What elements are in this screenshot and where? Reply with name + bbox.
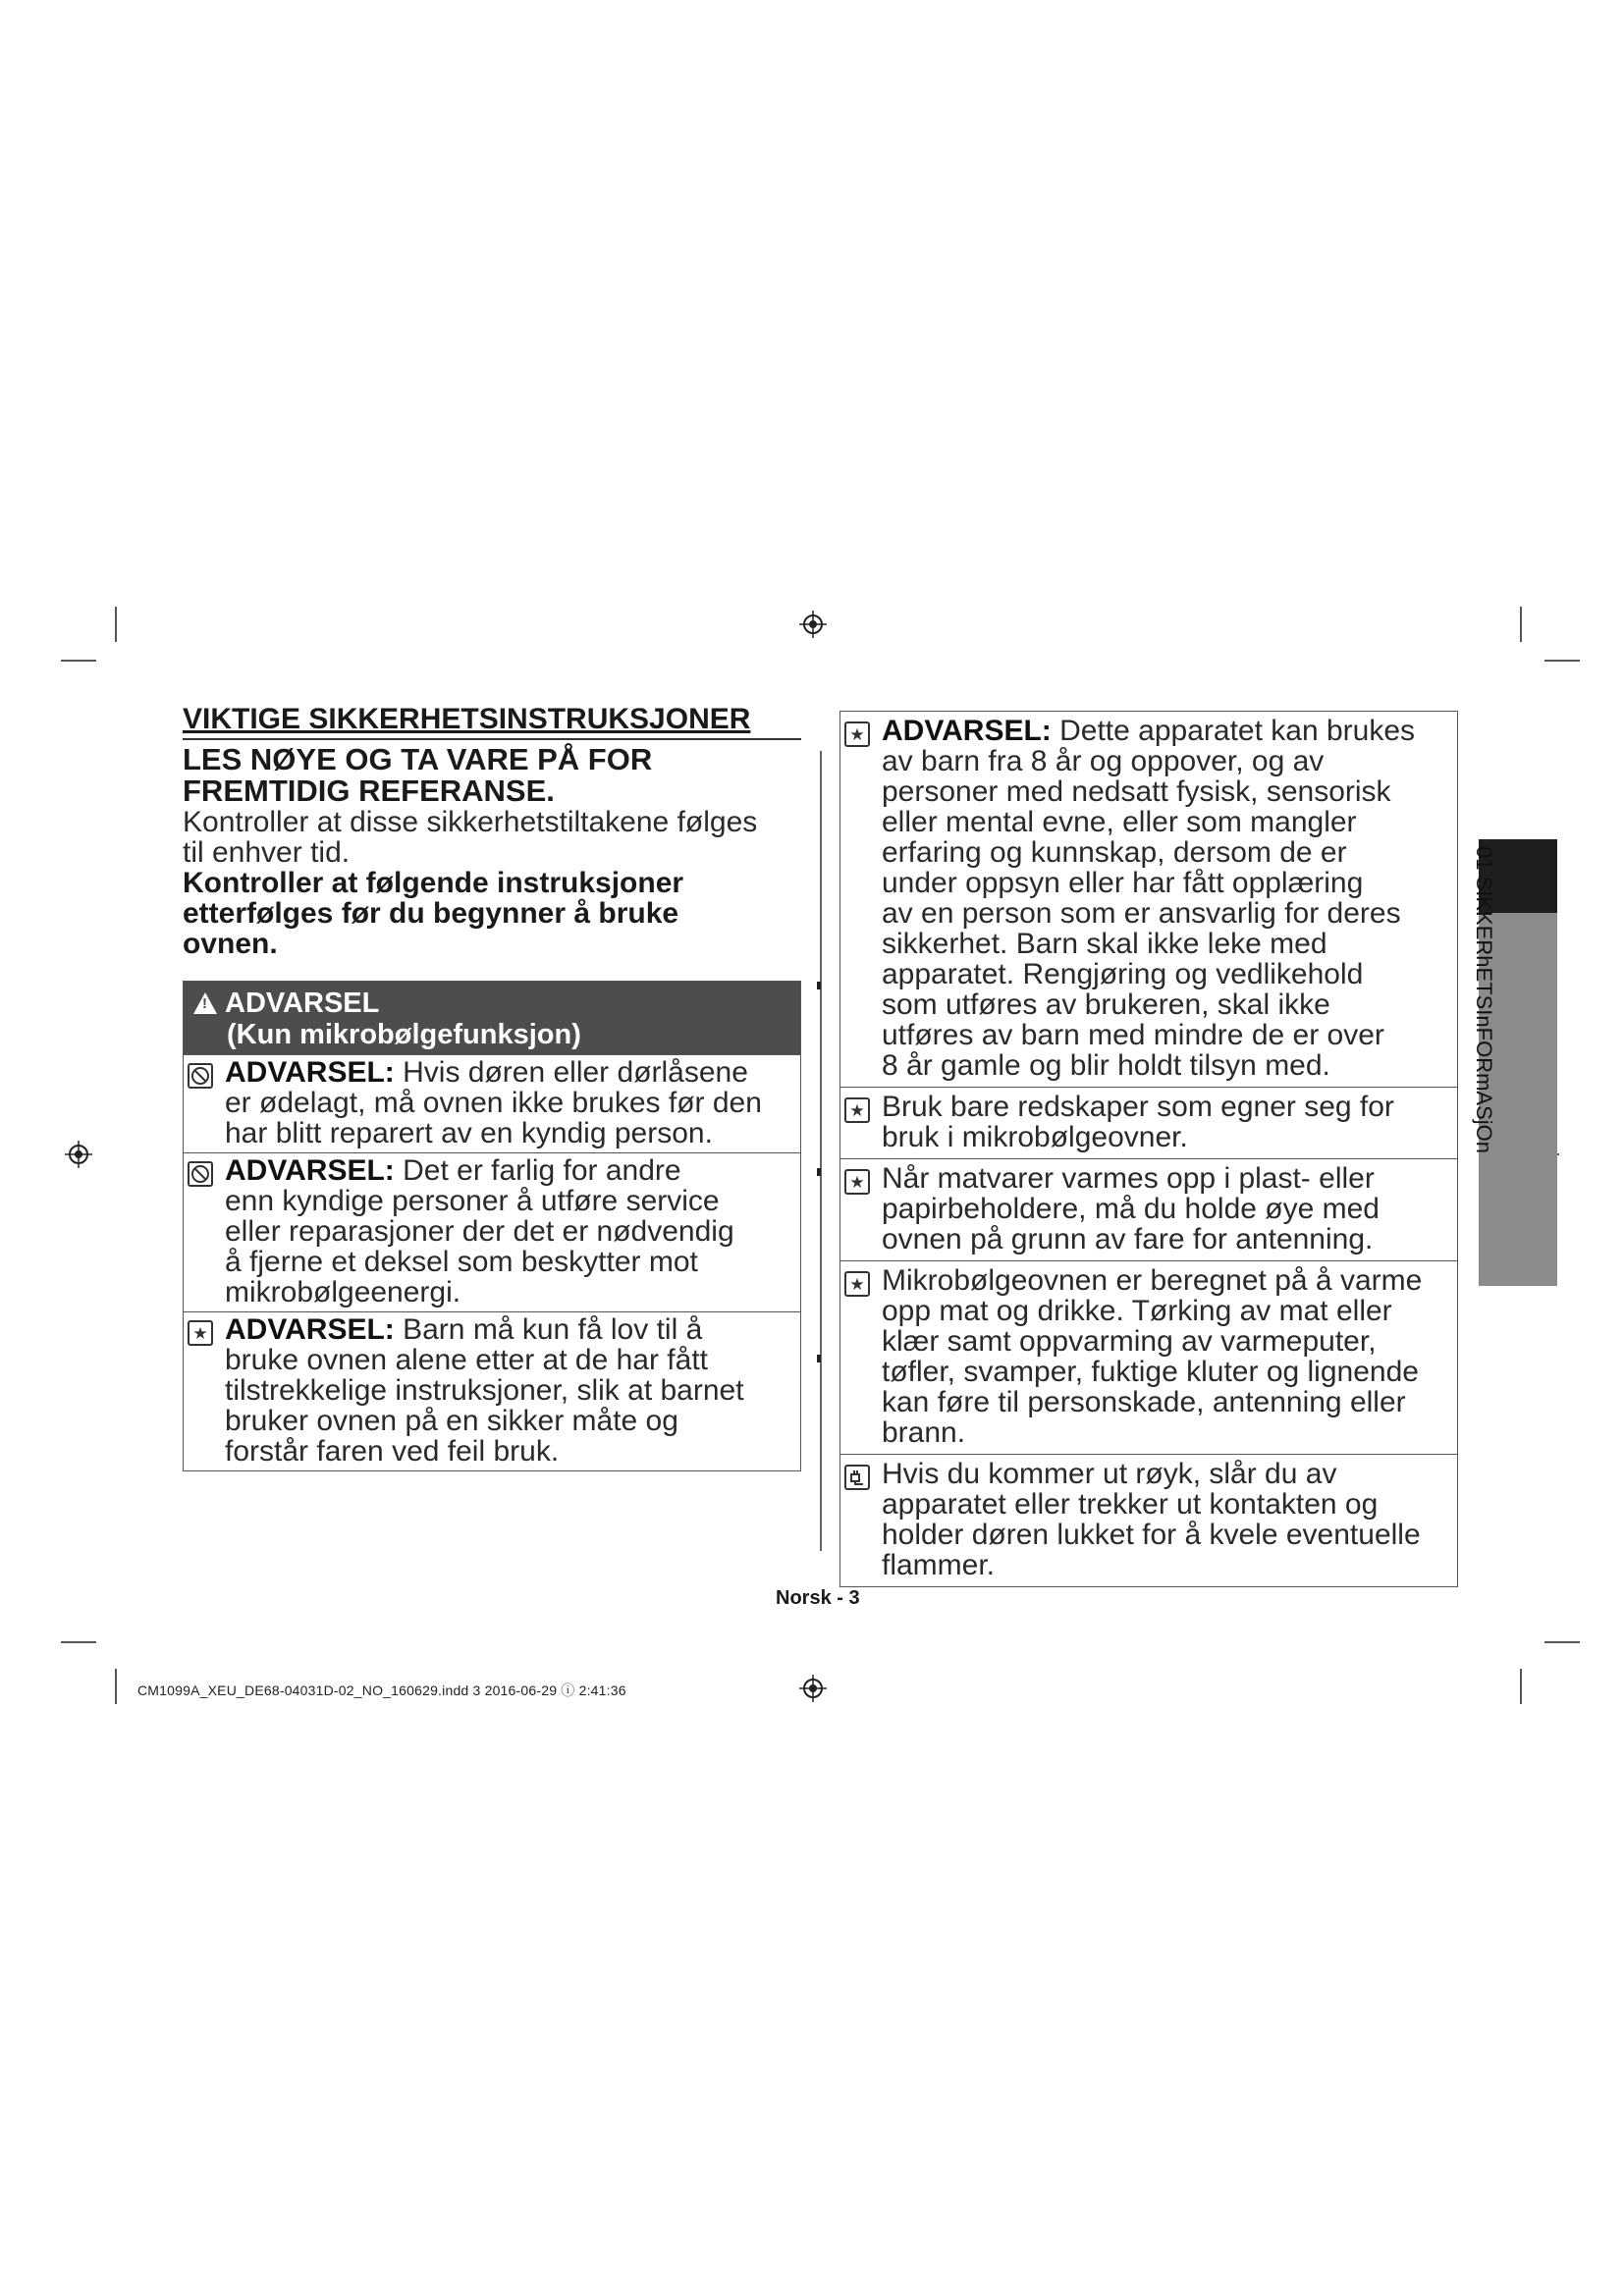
right-column: [839, 711, 1458, 1587]
intro-bold-paragraph: [183, 868, 801, 959]
text-line: av barn fra 8 år og oppover, og av: [882, 745, 1325, 777]
crop-mark: [115, 607, 117, 642]
footer-file-info: CM1099A_XEU_DE68-04031D-02_NO_160629.indd 3 2016-06-29 ⓘ 2:41:36: [137, 1682, 626, 1698]
crop-mark: [61, 1641, 96, 1643]
warning-item: [184, 1054, 800, 1152]
text-line: har blitt reparert av en kyndig person.: [225, 1117, 713, 1149]
text-line: bruke ovnen alene etter at de har fått: [225, 1344, 708, 1376]
crop-mark: [1544, 1641, 1580, 1643]
registration-mark-icon: [799, 1675, 827, 1702]
text-line: enn kyndige personer å utføre service: [225, 1185, 720, 1217]
safety-item: [840, 1087, 1457, 1158]
crop-mark: [61, 660, 96, 662]
intro-line: Kontroller at disse sikkerhetstiltakene følges: [183, 806, 758, 838]
warning-subtitle: (Kun mikrobølgefunksjon): [227, 1019, 581, 1050]
safety-item: [840, 712, 1457, 1087]
divider-tick: [817, 1168, 821, 1176]
text-line: brann.: [882, 1416, 966, 1449]
divider-tick: [817, 1355, 821, 1362]
text-line: erfaring og kunnskap, dersom de er: [882, 836, 1347, 869]
page-heading: VIKTIGE SIKKERHETSINSTRUKSJONER: [183, 703, 801, 740]
page-number: Norsk - 3: [776, 1587, 860, 1609]
warning-item: [184, 1311, 800, 1470]
text-line: opp mat og drikke. Tørking av mat eller: [882, 1295, 1392, 1327]
intro-paragraph: [183, 807, 801, 868]
star-icon: ★: [844, 1169, 870, 1195]
text-line: kan føre til personskade, antenning eller: [882, 1386, 1406, 1418]
text-line: Bruk bare redskaper som egner seg for: [882, 1091, 1394, 1123]
safety-item-text: [882, 1459, 1421, 1580]
warning-keyword: ADVARSEL:: [225, 1056, 395, 1089]
text-line: eller reparasjoner der det er nødvendig: [225, 1215, 734, 1248]
text-line: under oppsyn eller har fått opplæring: [882, 867, 1364, 899]
text-line: eller mental evne, eller som mangler: [882, 806, 1357, 838]
text-line: Hvis du kommer ut røyk, slår du av: [882, 1458, 1337, 1490]
safety-item-text: [882, 716, 1415, 1081]
text-line: som utføres av brukeren, skal ikke: [882, 988, 1330, 1021]
safety-item: [840, 1260, 1457, 1454]
registration-mark-icon: [799, 611, 827, 638]
prohibited-icon: [188, 1161, 213, 1187]
warning-keyword: ADVARSEL:: [225, 1154, 395, 1187]
warning-box: [183, 981, 801, 1471]
safety-item-text: [882, 1163, 1380, 1255]
text-line: bruker ovnen på en sikker måte og: [225, 1405, 678, 1437]
text-line: tøfler, svamper, fuktige kluter og lignende: [882, 1356, 1419, 1388]
intro-line: til enhver tid.: [183, 836, 351, 869]
text-line: mikrobølgeenergi.: [225, 1276, 461, 1308]
text-line: flammer.: [882, 1549, 996, 1581]
text-line: apparatet eller trekker ut kontakten og: [882, 1488, 1379, 1521]
star-icon: ★: [188, 1320, 213, 1346]
text-line: klær samt oppvarming av varmeputer,: [882, 1325, 1377, 1358]
subheading-line: FREMTIDIG REFERANSE.: [183, 774, 555, 808]
subheading: [183, 744, 801, 807]
text-line: tilstrekkelige instruksjoner, slik at barnet: [225, 1374, 744, 1407]
star-icon: ★: [844, 1271, 870, 1297]
text-line: er ødelagt, må ovnen ikke brukes før den: [225, 1087, 762, 1119]
warning-header: [184, 982, 800, 1054]
column-divider: [820, 751, 822, 1551]
text-line: Når matvarer varmes opp i plast- eller: [882, 1162, 1375, 1195]
text-line: utføres av barn med mindre de er over: [882, 1019, 1384, 1051]
text-line: av en person som er ansvarlig for deres: [882, 897, 1401, 930]
crop-mark: [1520, 607, 1522, 642]
text-line: sikkerhet. Barn skal ikke leke med: [882, 928, 1327, 960]
text-line: Mikrobølgeovnen er beregnet på å varme: [882, 1264, 1423, 1297]
warning-item-text: [225, 1057, 762, 1148]
text-line: holder døren lukket for å kvele eventuelle: [882, 1519, 1421, 1551]
text-line: Barn må kun få lov til å: [394, 1313, 703, 1346]
divider-tick: [817, 982, 821, 989]
crop-mark: [1544, 660, 1580, 662]
safety-item-text: [882, 1092, 1394, 1152]
left-column: [183, 703, 801, 1471]
warning-item: [184, 1152, 800, 1311]
safety-item-text: [882, 1265, 1422, 1448]
warning-item-text: [225, 1155, 734, 1308]
star-icon: ★: [844, 1097, 870, 1123]
intro-bold-line: ovnen.: [183, 928, 278, 960]
registration-mark-icon: [65, 1141, 92, 1168]
text-line: bruk i mikrobølgeovner.: [882, 1121, 1188, 1153]
star-icon: ★: [844, 721, 870, 747]
unplug-icon: [844, 1465, 870, 1490]
warning-keyword: ADVARSEL:: [225, 1313, 395, 1346]
warning-item-text: [225, 1314, 744, 1467]
side-tab-label: 01 SIKKERhETSInFORmASjOn: [1472, 846, 1496, 1153]
text-line: ovnen på grunn av fare for antenning.: [882, 1223, 1374, 1255]
text-line: Dette apparatet kan brukes: [1051, 715, 1416, 747]
intro-bold-line: etterfølges før du begynner å bruke: [183, 897, 679, 930]
prohibited-icon: [188, 1063, 213, 1089]
text-line: personer med nedsatt fysisk, sensorisk: [882, 775, 1391, 808]
safety-item: [840, 1158, 1457, 1260]
warning-triangle-icon: [193, 992, 217, 1014]
crop-mark: [115, 1669, 117, 1704]
text-line: forstår faren ved feil bruk.: [225, 1435, 560, 1468]
text-line: 8 år gamle og blir holdt tilsyn med.: [882, 1049, 1330, 1082]
text-line: å fjerne et deksel som beskytter mot: [225, 1246, 698, 1278]
safety-item: [840, 1454, 1457, 1586]
warning-title: ADVARSEL: [225, 988, 380, 1019]
text-line: Det er farlig for andre: [394, 1154, 681, 1187]
text-line: papirbeholdere, må du holde øye med: [882, 1193, 1380, 1225]
warning-keyword: ADVARSEL:: [882, 715, 1052, 747]
text-line: Hvis døren eller dørlåsene: [394, 1056, 748, 1089]
side-tab: [1467, 846, 1502, 1153]
crop-mark: [1520, 1669, 1522, 1704]
subheading-line: LES NØYE OG TA VARE PÅ FOR: [183, 742, 653, 776]
intro-bold-line: Kontroller at følgende instruksjoner: [183, 867, 684, 899]
text-line: apparatet. Rengjøring og vedlikehold: [882, 958, 1364, 990]
